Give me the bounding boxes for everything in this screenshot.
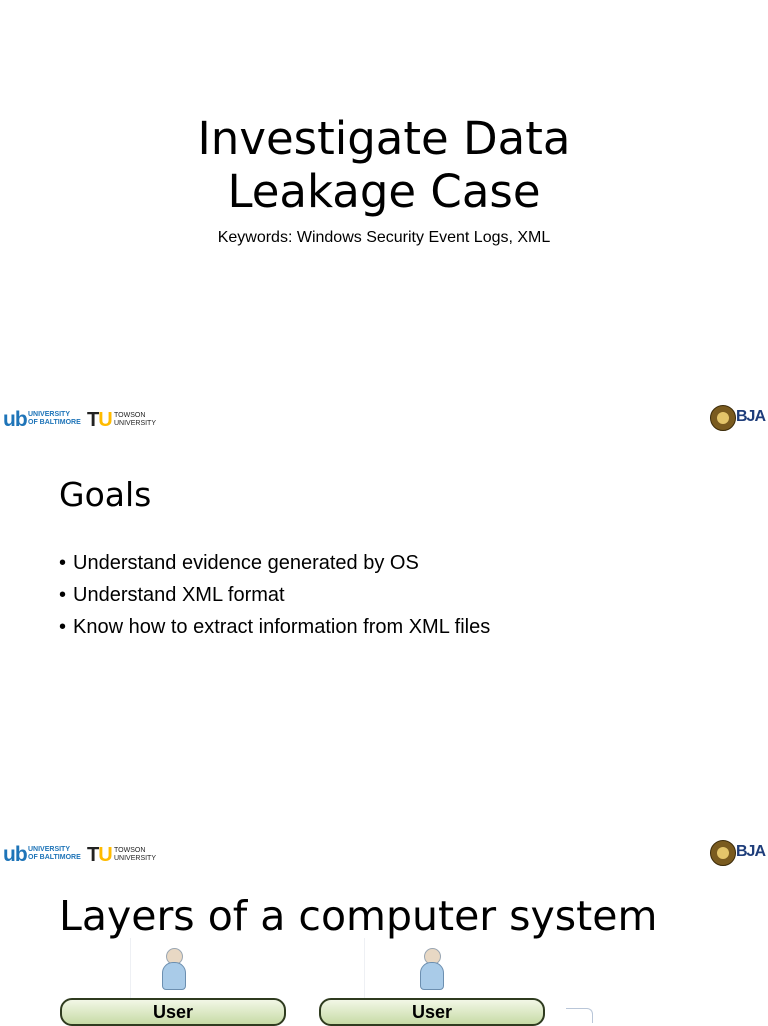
towson-logo-line1: TOWSON — [114, 412, 146, 419]
goals-list — [59, 547, 490, 643]
goals-slide — [0, 395, 768, 815]
list-item-text: Understand evidence generated by OS — [73, 552, 419, 574]
layers-heading: Layers of a computer system — [59, 892, 658, 940]
towson-logo-text — [114, 412, 164, 428]
list-item-text: Understand XML format — [73, 584, 285, 606]
user-layer-box: User — [319, 998, 545, 1026]
towson-logo-mark — [87, 844, 112, 866]
doj-seal-icon — [710, 405, 736, 431]
towson-logo-mark — [87, 409, 112, 431]
user-person-icon — [161, 948, 187, 992]
doj-seal-icon — [710, 840, 736, 866]
slide-title-line1: Investigate Data — [197, 112, 571, 165]
ub-logo-line1: UNIVERSITY — [28, 411, 71, 418]
towson-logo-text — [114, 847, 164, 863]
bullet-icon: • — [59, 552, 67, 574]
towson-logo-line1: TOWSON — [114, 847, 146, 854]
bullet-icon: • — [59, 616, 67, 638]
towson-logo-u: U — [98, 844, 112, 866]
title-slide — [0, 0, 768, 380]
diagram-connector — [566, 1008, 593, 1023]
user-layer-box: User — [60, 998, 286, 1026]
layers-slide — [0, 830, 768, 1024]
layers-diagram — [0, 938, 768, 1024]
slide-subtitle: Keywords: Windows Security Event Logs, XML — [217, 229, 551, 246]
ub-logo-mark: ub — [3, 843, 27, 866]
ub-logo-line1: UNIVERSITY — [28, 846, 71, 853]
slide-title — [0, 112, 768, 218]
list-item — [59, 547, 490, 579]
towson-logo-line2: UNIVERSITY — [114, 855, 157, 862]
bja-logo-text: BJA — [736, 843, 766, 860]
slide-title-line2: Leakage Case — [227, 165, 541, 218]
list-item — [59, 611, 490, 643]
list-item — [59, 579, 490, 611]
ub-logo-text — [28, 846, 88, 862]
ub-logo-text — [28, 411, 88, 427]
towson-logo-t: T — [87, 844, 99, 866]
bullet-icon: • — [59, 584, 67, 606]
person-body — [420, 962, 444, 990]
bja-logo — [710, 840, 766, 866]
user-person-icon — [419, 948, 445, 992]
towson-logo-line2: UNIVERSITY — [114, 420, 157, 427]
bja-logo — [710, 405, 766, 431]
person-body — [162, 962, 186, 990]
ub-logo-line2: OF BALTIMORE — [28, 854, 81, 861]
towson-logo-t: T — [87, 409, 99, 431]
goals-heading: Goals — [59, 475, 152, 514]
ub-logo-line2: OF BALTIMORE — [28, 419, 81, 426]
ub-logo-mark: ub — [3, 408, 27, 431]
list-item-text: Know how to extract information from XML files — [73, 616, 491, 638]
bja-logo-text: BJA — [736, 408, 766, 425]
towson-logo-u: U — [98, 409, 112, 431]
